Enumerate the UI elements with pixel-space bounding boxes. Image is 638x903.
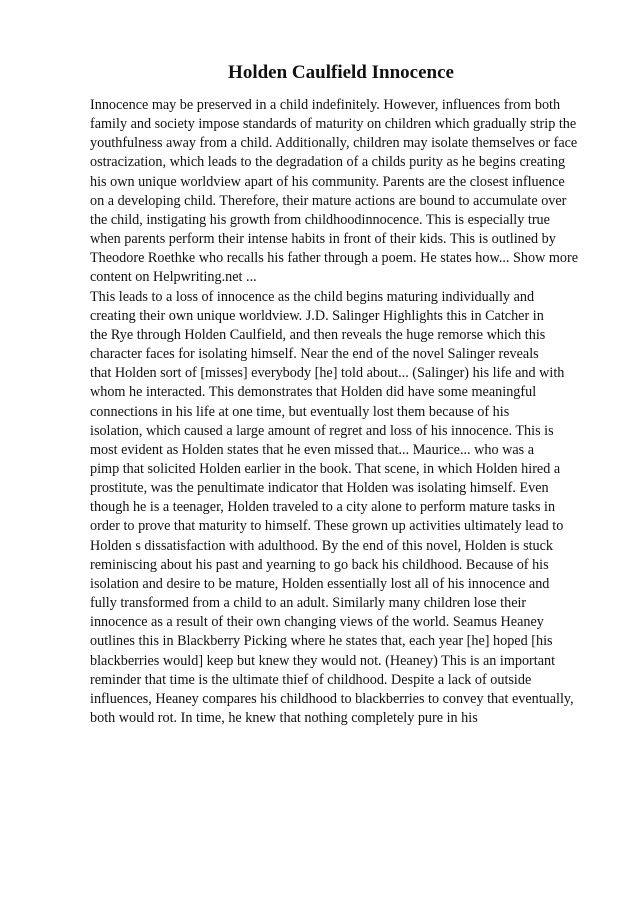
body-line: reminiscing about his past and yearning to go back his childhood. Because of his — [90, 556, 549, 573]
body-line: influences, Heaney compares his childhood to blackberries to convey that eventually, — [90, 690, 574, 707]
body-line: connections in his life at one time, but eventually lost them because of his — [90, 403, 510, 420]
body-line: isolation and desire to be mature, Holden essentially lost all of his innocence and — [90, 575, 550, 592]
body-line: both would rot. In time, he knew that nothing completely pure in his — [90, 710, 478, 726]
body-line: ostracization, which leads to the degradation of a childs purity as he begins creating — [90, 154, 566, 171]
body-line: character faces for isolating himself. Near the end of the novel Salinger reveals — [90, 346, 539, 363]
body-line: content on Helpwriting.net ... — [90, 269, 257, 286]
body-line: the Rye through Holden Caulfield, and then reveals the huge remorse which this — [90, 326, 546, 343]
body-line: Innocence may be preserved in a child indefinitely. However, influences from both — [90, 97, 561, 113]
body-line: creating their own unique worldview. J.D. Salinger Highlights this in Catcher in — [90, 307, 544, 324]
body-line: fully transformed from a child to an adult. Similarly many children lose their — [90, 595, 527, 612]
body-line: family and society impose standards of maturity on children which gradually strip the — [90, 116, 577, 133]
body-line: though he is a teenager, Holden traveled to a city alone to perform mature tasks in — [90, 499, 556, 516]
body-line: the child, instigating his growth from childhoodinnocence. This is especially true — [90, 211, 550, 228]
body-line: Holden s dissatisfaction with adulthood. By the end of this novel, Holden is stuck — [90, 537, 554, 554]
body-line: most evident as Holden states that he even missed that... Maurice... who was a — [90, 441, 535, 458]
body-line: prostitute, was the penultimate indicator that Holden was isolating himself. Even — [90, 480, 549, 497]
body-line: isolation, which caused a large amount of regret and loss of his innocence. This is — [90, 422, 554, 439]
document-title: Holden Caulfield Innocence — [228, 62, 454, 83]
body-line: when parents perform their intense habits in front of their kids. This is outlined by — [90, 231, 556, 248]
body-line: his own unique worldview apart of his community. Parents are the closest influence — [90, 173, 565, 190]
body-line: youthfulness away from a child. Additionally, children may isolate themselves or face — [90, 135, 578, 152]
document-body — [90, 96, 600, 728]
body-line: blackberries would] keep but knew they would not. (Heaney) This is an important — [90, 652, 556, 669]
body-line: Theodore Roethke who recalls his father through a poem. He states how... Show more — [90, 250, 579, 267]
body-line: that Holden sort of [misses] everybody [he] told about... (Salinger) his life and with — [90, 365, 565, 382]
body-line: order to prove that maturity to himself. These grown up activities ultimately lead to — [90, 518, 564, 535]
body-line: on a developing child. Therefore, their mature actions are bound to accumulate over — [90, 192, 567, 209]
body-line: outlines this in Blackberry Picking where he states that, each year [he] hoped [his — [90, 633, 553, 650]
body-line: innocence as a result of their own changing views of the world. Seamus Heaney — [90, 614, 544, 631]
body-line: whom he interacted. This demonstrates that Holden did have some meaningful — [90, 384, 537, 401]
body-line: reminder that time is the ultimate thief of childhood. Despite a lack of outside — [90, 671, 532, 688]
body-line: This leads to a loss of innocence as the child begins maturing individually and — [90, 288, 535, 305]
body-line: pimp that solicited Holden earlier in the book. That scene, in which Holden hired a — [90, 460, 561, 477]
